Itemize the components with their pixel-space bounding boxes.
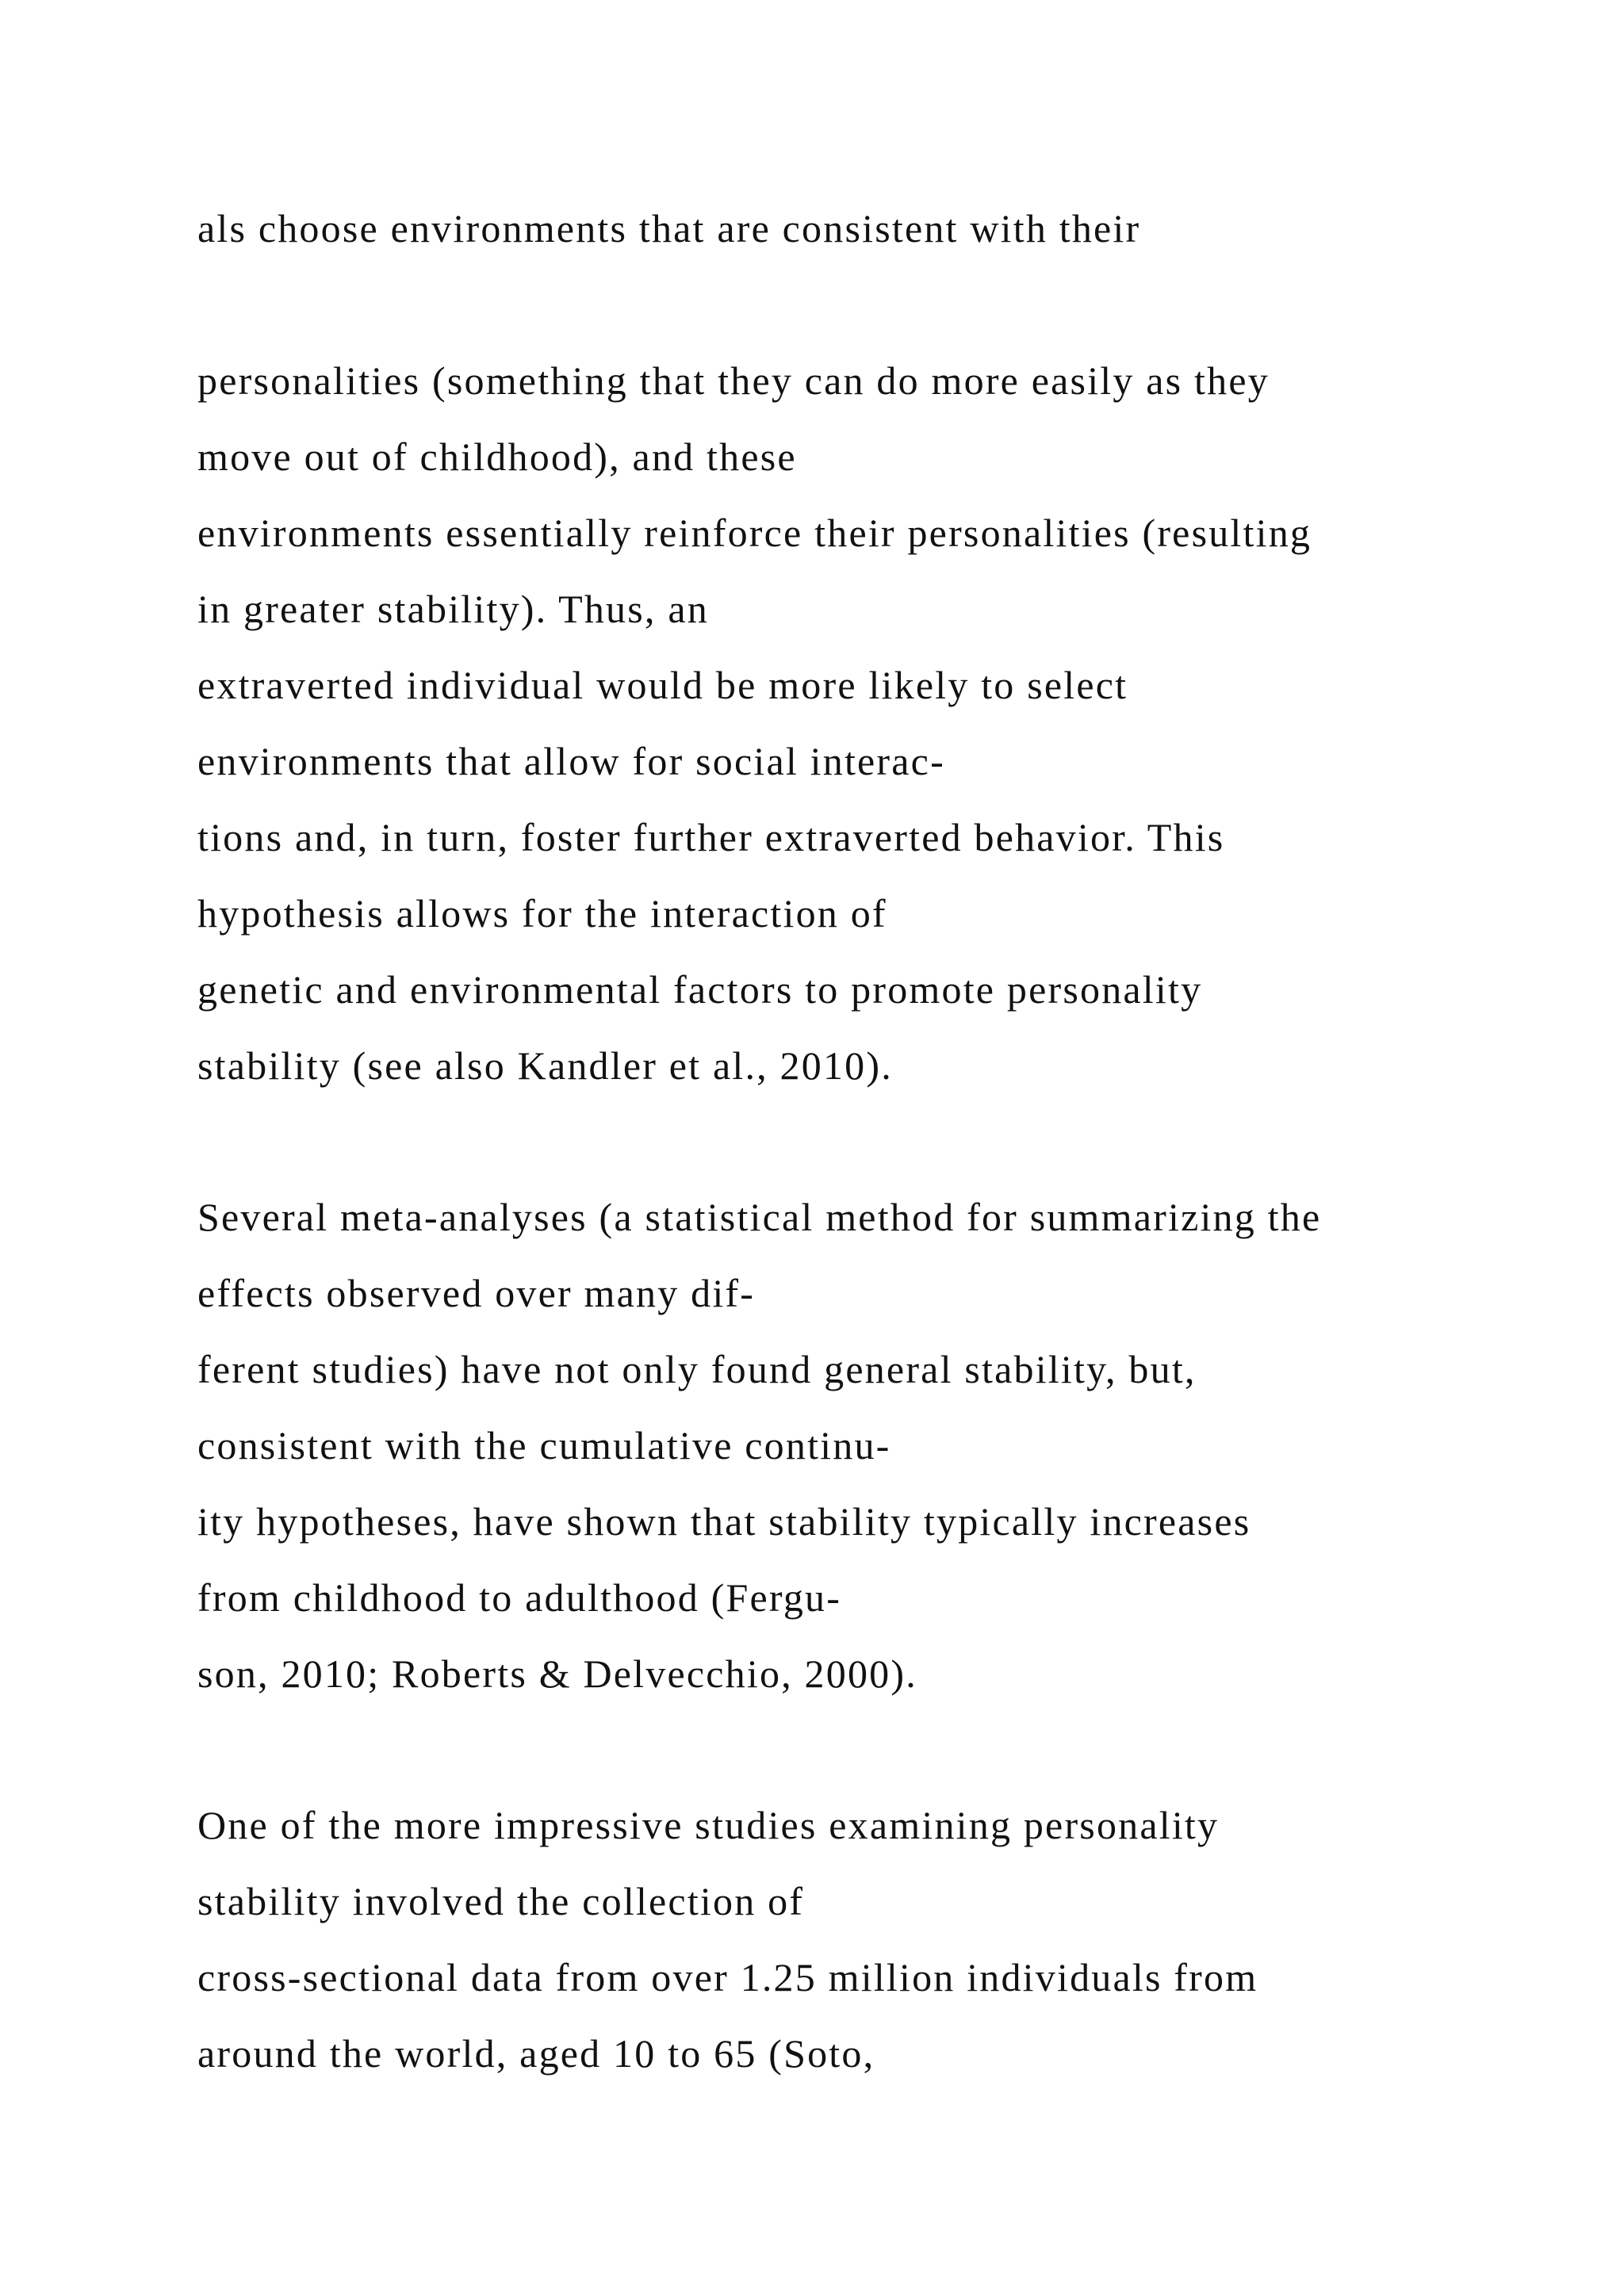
text-line: One of the more impressive studies examining personality xyxy=(197,1803,1220,1847)
text-line: son, 2010; Roberts & Delvecchio, 2000). xyxy=(197,1651,917,1696)
text-line: als choose environments that are consistent with their xyxy=(197,206,1141,251)
text-line: around the world, aged 10 to 65 (Soto, xyxy=(197,2031,875,2076)
text-line: environments that allow for social interac- xyxy=(197,739,945,783)
text-line: environments essentially reinforce their personalities (resulting xyxy=(197,511,1312,555)
text-line: from childhood to adulthood (Fergu- xyxy=(197,1575,842,1620)
text-line: stability involved the collection of xyxy=(197,1879,805,1923)
text-line: ferent studies) have not only found general stability, but, xyxy=(197,1347,1197,1391)
text-line: effects observed over many dif- xyxy=(197,1271,756,1315)
text-line: personalities (something that they can do more easily as they xyxy=(197,358,1270,403)
text-line: consistent with the cumulative continu- xyxy=(197,1423,891,1468)
text-line: hypothesis allows for the interaction of xyxy=(197,891,887,936)
text-line: in greater stability). Thus, an xyxy=(197,587,709,631)
text-line: extraverted individual would be more likely to select xyxy=(197,663,1128,707)
text-line: tions and, in turn, foster further extraverted behavior. This xyxy=(197,815,1225,859)
text-line: cross-sectional data from over 1.25 million individuals from xyxy=(197,1955,1258,1999)
text-line: ity hypotheses, have shown that stability typically increases xyxy=(197,1499,1251,1544)
text-line: genetic and environmental factors to promote personality xyxy=(197,967,1203,1012)
text-line: stability (see also Kandler et al., 2010). xyxy=(197,1043,893,1088)
text-line: Several meta-analyses (a statistical method for summarizing the xyxy=(197,1195,1322,1239)
text-line: move out of childhood), and these xyxy=(197,434,797,479)
